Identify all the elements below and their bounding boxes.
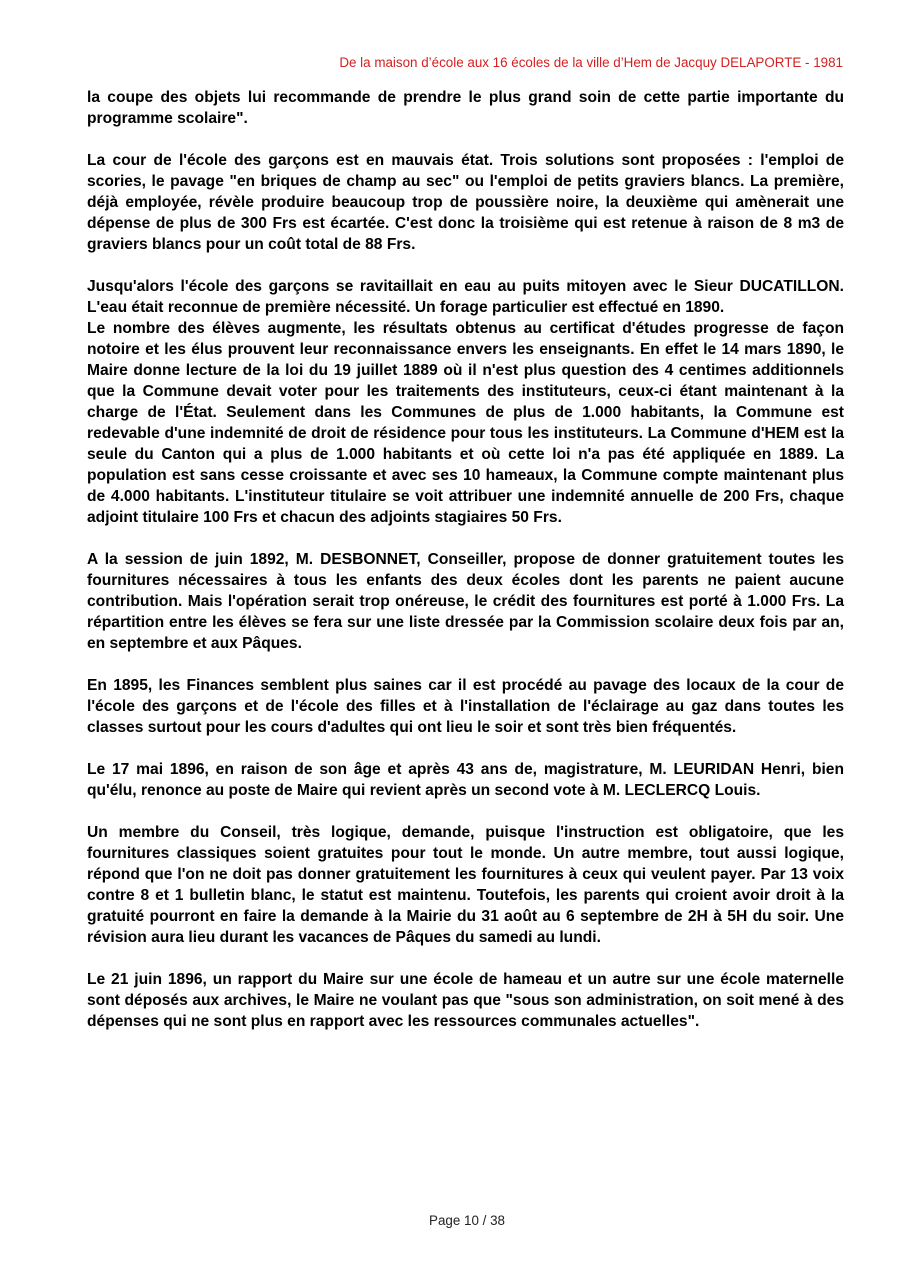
paragraph-fournitures-1892: A la session de juin 1892, M. DESBONNET, Conseiller, propose de donner gratuitement toutes les fournitures nécessaires à tous les enfants des deux écoles dont les parents ne paient aucune contribution. Mais l'opération serait trop onéreuse, le crédit des fournitures est porté à 1.000 Frs. La répartition entre les élèves se fera sur une liste dressée par la Commission scolaire deux fois par an, en septembre et aux Pâques. [87, 551, 844, 652]
paragraph-rapport-juin-1896: Le 21 juin 1896, un rapport du Maire sur une école de hameau et un autre sur une école maternelle sont déposés aux archives, le Maire ne voulant pas que "sous son administration, on soit mené à des dépenses qui ne sont plus en rapport avec les ressources communales actuelles". [87, 971, 844, 1030]
paragraph-gratuite-fournitures: Un membre du Conseil, très logique, demande, puisque l'instruction est obligatoire, que les fournitures classiques soient gratuites pour tout le monde. Un autre membre, tout aussi logique, répond que l'on ne doit pas donner gratuitement les fournitures à ceux qui veulent payer. Par 13 voix contre 8 et 1 bulletin blanc, le statut est maintenu. Toutefois, les parents qui croient avoir droit à la gratuité pourront en faire la demande à la Mairie du 31 août au 6 septembre de 2H à 5H du soir. Une révision aura lieu durant les vacances de Pâques du samedi au lundi. [87, 824, 844, 946]
paragraph-programme-scolaire: la coupe des objets lui recommande de prendre le plus grand soin de cette partie importante du programme scolaire". [87, 89, 844, 127]
paragraph-cour-ecole: La cour de l'école des garçons est en mauvais état. Trois solutions sont proposées : l'emploi de scories, le pavage "en briques de champ au sec" ou l'emploi de petits graviers blancs. La première, déjà employée, révèle produire beaucoup trop de poussière noire, la deuxième qui amènerait une dépense de plus de 300 Frs est écartée. C'est donc la troisième qui est retenue à raison de 8 m3 de graviers blancs pour un coût total de 88 Frs. [87, 152, 844, 253]
paragraph-maire-1896: Le 17 mai 1896, en raison de son âge et après 43 ans de, magistrature, M. LEURIDAN Henri, bien qu'élu, renonce au poste de Maire qui revient après un second vote à M. LECLERCQ Louis. [87, 761, 844, 799]
page-number: Page 10 / 38 [429, 1213, 505, 1228]
running-header: De la maison d’école aux 16 écoles de la ville d’Hem de Jacquy DELAPORTE - 1981 [339, 55, 843, 70]
paragraph-pavage-1895: En 1895, les Finances semblent plus saines car il est procédé au pavage des locaux de la cour de l'école des garçons et de l'école des filles et à l'installation de l'éclairage au gaz dans toutes les classes surtout pour les cours d'adultes qui ont lieu le soir et sont très bien fréquentés. [87, 677, 844, 736]
paragraph-indemnite-residence: Le nombre des élèves augmente, les résultats obtenus au certificat d'études progresse de façon notoire et les élus prouvent leur reconnaissance envers les enseignants. En effet le 14 mars 1890, le Maire donne lecture de la loi du 19 juillet 1889 où il n'est plus question des 4 centimes additionnels que la Commune devait voter pour les traitements des instituteurs, ceux-ci étant maintenant à la charge de l'État. Seulement dans les Communes de plus de 1.000 habitants, la Commune est redevable d'une indemnité de droit de résidence pour tous les instituteurs. La Commune d'HEM est la seule du Canton qui a plus de 1.000 habitants et où cette loi n'a pas été appliquée en 1889. La population est sans cesse croissante et avec ses 10 hameaux, la Commune compte maintenant plus de 4.000 habitants. L'instituteur titulaire se voit attribuer une indemnité annuelle de 200 Frs, chaque adjoint titulaire 100 Frs et chacun des adjoints stagiaires 50 Frs. [87, 320, 844, 526]
document-body [87, 87, 844, 1053]
paragraph-puits-forage: Jusqu'alors l'école des garçons se ravitaillait en eau au puits mitoyen avec le Sieur DUCATILLON. L'eau était reconnue de première nécessité. Un forage particulier est effectué en 1890. [87, 278, 844, 316]
